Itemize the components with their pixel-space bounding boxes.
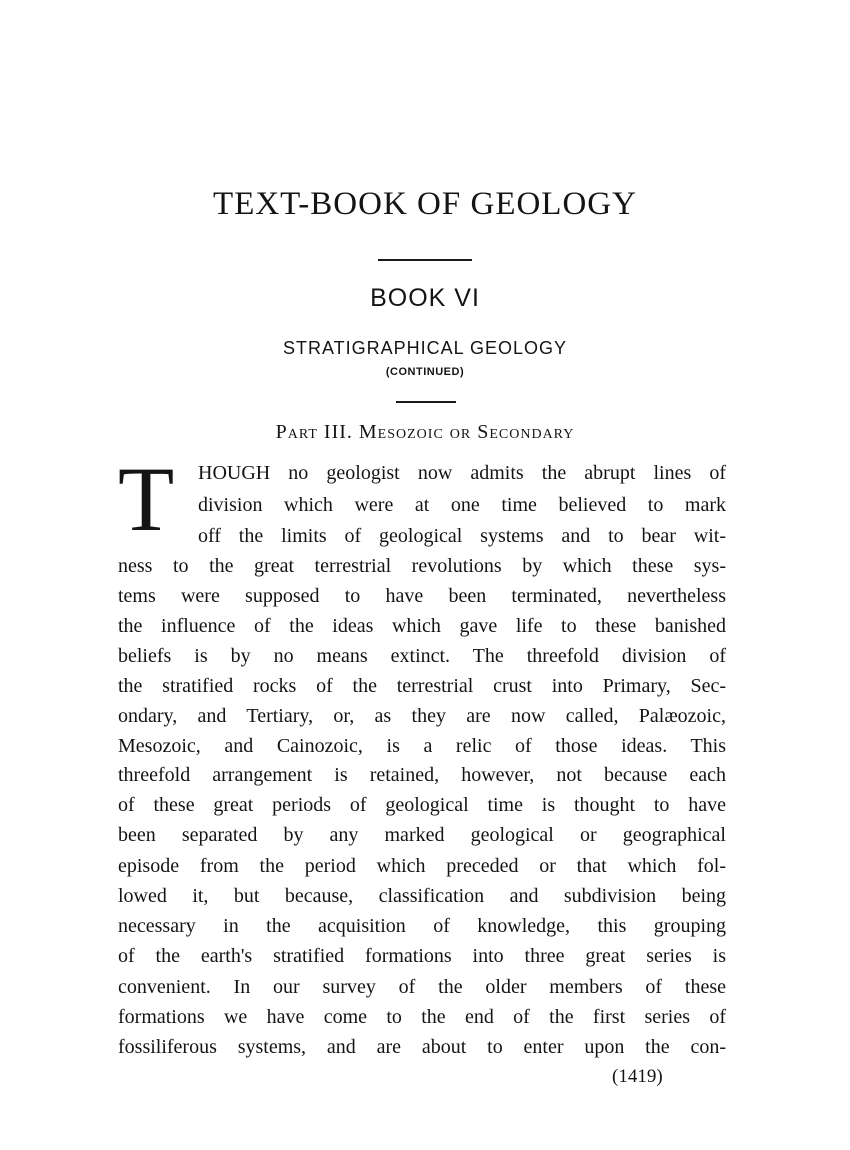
text-line: tems were supposed to have been terminated, nevertheless xyxy=(118,585,726,607)
text-line: off the limits of geological systems and to bear wit- xyxy=(198,525,726,547)
text-line: beliefs is by no means extinct. The threefold division of xyxy=(118,645,726,667)
text-line: been separated by any marked geological or geographical xyxy=(118,824,726,846)
text-line: formations we have come to the end of the first series of xyxy=(118,1006,726,1028)
drop-cap: T xyxy=(118,448,175,550)
text-line: fossiliferous systems, and are about to enter upon the con- xyxy=(118,1036,726,1058)
text-line: convenient. In our survey of the older members of these xyxy=(118,976,726,998)
text-line: the influence of the ideas which gave life to these banished xyxy=(118,615,726,637)
text-line: HOUGH no geologist now admits the abrupt lines of xyxy=(198,462,726,484)
text-line: of the earth's stratified formations into three great series is xyxy=(118,945,726,967)
text-line: necessary in the acquisition of knowledge, this grouping xyxy=(118,915,726,937)
book-number: BOOK VI xyxy=(370,284,480,312)
title-divider xyxy=(378,259,472,261)
text-line: ondary, and Tertiary, or, as they are now called, Palæozoic, xyxy=(118,705,726,727)
section-title: STRATIGRAPHICAL GEOLOGY xyxy=(282,338,568,358)
text-line: division which were at one time believed to mark xyxy=(198,494,726,516)
section-divider xyxy=(396,401,456,403)
part-title: Part III. Mesozoic or Secondary xyxy=(275,421,575,443)
text-line: of these great periods of geological time is thought to have xyxy=(118,794,726,816)
page-number: (1419) xyxy=(612,1066,663,1087)
book-title: TEXT-BOOK OF GEOLOGY xyxy=(213,186,637,222)
text-line: ness to the great terrestrial revolutions by which these sys- xyxy=(118,555,726,577)
text-line: threefold arrangement is retained, however, not because each xyxy=(118,764,726,786)
section-continued-note: (CONTINUED) xyxy=(385,366,465,378)
text-line: episode from the period which preceded or that which fol- xyxy=(118,855,726,877)
text-line: the stratified rocks of the terrestrial crust into Primary, Sec- xyxy=(118,675,726,697)
text-line: Mesozoic, and Cainozoic, is a relic of those ideas. This xyxy=(118,735,726,757)
text-line: lowed it, but because, classification and subdivision being xyxy=(118,885,726,907)
